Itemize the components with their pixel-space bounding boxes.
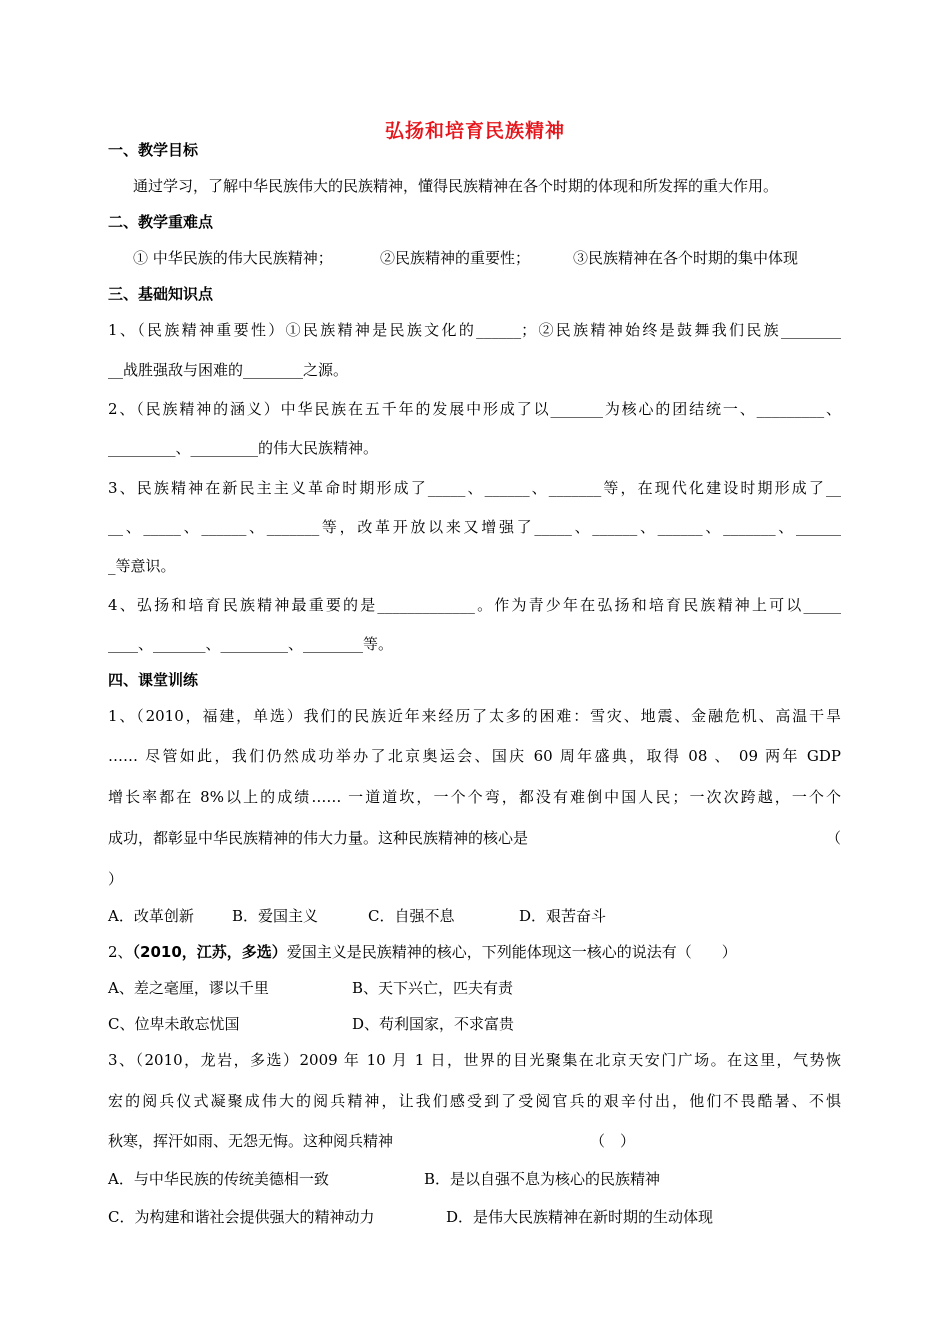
q3-option-b: B．是以自强不息为核心的民族精神 xyxy=(424,1170,661,1188)
basics-q4-line2: ____、_______、_________、________等。 xyxy=(108,635,394,653)
practice-q1-line1: 1、（2010，福建，单选）我们的民族近年来经历了太多的困难：雪灾、地震、金融危机、高温干旱 xyxy=(108,707,841,725)
q2-option-c: C、位卑未敢忘忧国 xyxy=(108,1015,240,1033)
section-heading-objectives: 一、教学目标 xyxy=(108,141,199,159)
practice-q2-stem xyxy=(108,942,737,962)
q3-option-d: D．是伟大民族精神在新时期的生动体现 xyxy=(446,1208,714,1226)
practice-q1-line2: …… 尽管如此，我们仍然成功举办了北京奥运会、国庆 60 周年盛典，取得 08 、 09 两年 GDP xyxy=(108,747,841,765)
q1-option-a: A．改革创新 xyxy=(108,907,194,925)
q1-option-b: B．爱国主义 xyxy=(232,907,319,925)
key-point-3: ③民族精神在各个时期的集中体现 xyxy=(573,249,799,267)
practice-q3-line2: 宏的阅兵仪式凝聚成伟大的阅兵精神，让我们感受到了受阅官兵的艰辛付出，他们不畏酷暑、不惧 xyxy=(108,1092,841,1110)
q1-option-d: D．艰苦奋斗 xyxy=(519,907,607,925)
q3-option-c: C．为构建和谐社会提供强大的精神动力 xyxy=(108,1208,375,1226)
key-point-2: ②民族精神的重要性； xyxy=(380,249,531,267)
q3-answer-paren: （ ） xyxy=(590,1132,636,1150)
practice-q3-line1: 3、（2010，龙岩，多选）2009 年 10 月 1 日，世界的目光聚集在北京天安门广场。在这里，气势恢 xyxy=(108,1051,841,1069)
objectives-text: 通过学习，了解中华民族伟大的民族精神，懂得民族精神在各个时期的体现和所发挥的重大作用。 xyxy=(133,177,779,195)
basics-q3-line3: _等意识。 xyxy=(108,557,176,575)
q2-number: 2、 xyxy=(108,943,133,961)
section-heading-key-points: 二、教学重难点 xyxy=(108,213,214,231)
q2-option-a: A、差之毫厘，谬以千里 xyxy=(108,979,269,997)
q2-option-b: B、天下兴亡，匹夫有责 xyxy=(352,979,514,997)
basics-q2-line2: _________、_________的伟大民族精神。 xyxy=(108,439,379,457)
key-point-1: ① 中华民族的伟大民族精神； xyxy=(133,249,333,267)
basics-q1-line1: 1、（民族精神重要性）①民族精神是民族文化的______；②民族精神始终是鼓舞我们民族________ xyxy=(108,321,841,339)
basics-q4-line1: 4、弘扬和培育民族精神最重要的是_____________。作为青少年在弘扬和培育民族精神上可以_____ xyxy=(108,596,841,614)
practice-q1-line4: 成功，都彰显中华民族精神的伟大力量。这种民族精神的核心是 xyxy=(108,829,529,847)
document-title: 弘扬和培育民族精神 xyxy=(384,120,565,142)
q2-question: 爱国主义是民族精神的核心，下列能体现这一核心的说法有（ ） xyxy=(286,943,737,961)
basics-q1-line2: __战胜强敌与困难的________之源。 xyxy=(108,361,349,379)
practice-q3-line3: 秋寒，挥汗如雨、无怨无悔。这种阅兵精神 xyxy=(108,1132,394,1150)
section-heading-basics: 三、基础知识点 xyxy=(108,285,214,303)
q2-source: （2010，江苏，多选） xyxy=(132,943,287,961)
answer-paren-close: ） xyxy=(108,870,124,888)
basics-q2-line1: 2、（民族精神的涵义）中华民族在五千年的发展中形成了以_______为核心的团结统一、_________、 xyxy=(108,400,841,418)
answer-paren-open: （ xyxy=(826,829,842,847)
q2-option-d: D、苟利国家，不求富贵 xyxy=(352,1015,515,1033)
section-heading-practice: 四、课堂训练 xyxy=(108,671,199,689)
practice-q1-line3: 增长率都在 8%以上的成绩…… 一道道坎，一个个弯，都没有难倒中国人民；一次次跨越，一个个 xyxy=(108,788,841,806)
q1-option-c: C．自强不息 xyxy=(368,907,455,925)
basics-q3-line1: 3、民族精神在新民主主义革命时期形成了_____、______、_______等，在现代化建设时期形成了__ xyxy=(108,479,841,497)
basics-q3-line2: __、_____、______、_______等，改革开放以来又增强了_____、______、______、_______、______ xyxy=(108,518,841,536)
q3-option-a: A．与中华民族的传统美德相一致 xyxy=(108,1170,329,1188)
